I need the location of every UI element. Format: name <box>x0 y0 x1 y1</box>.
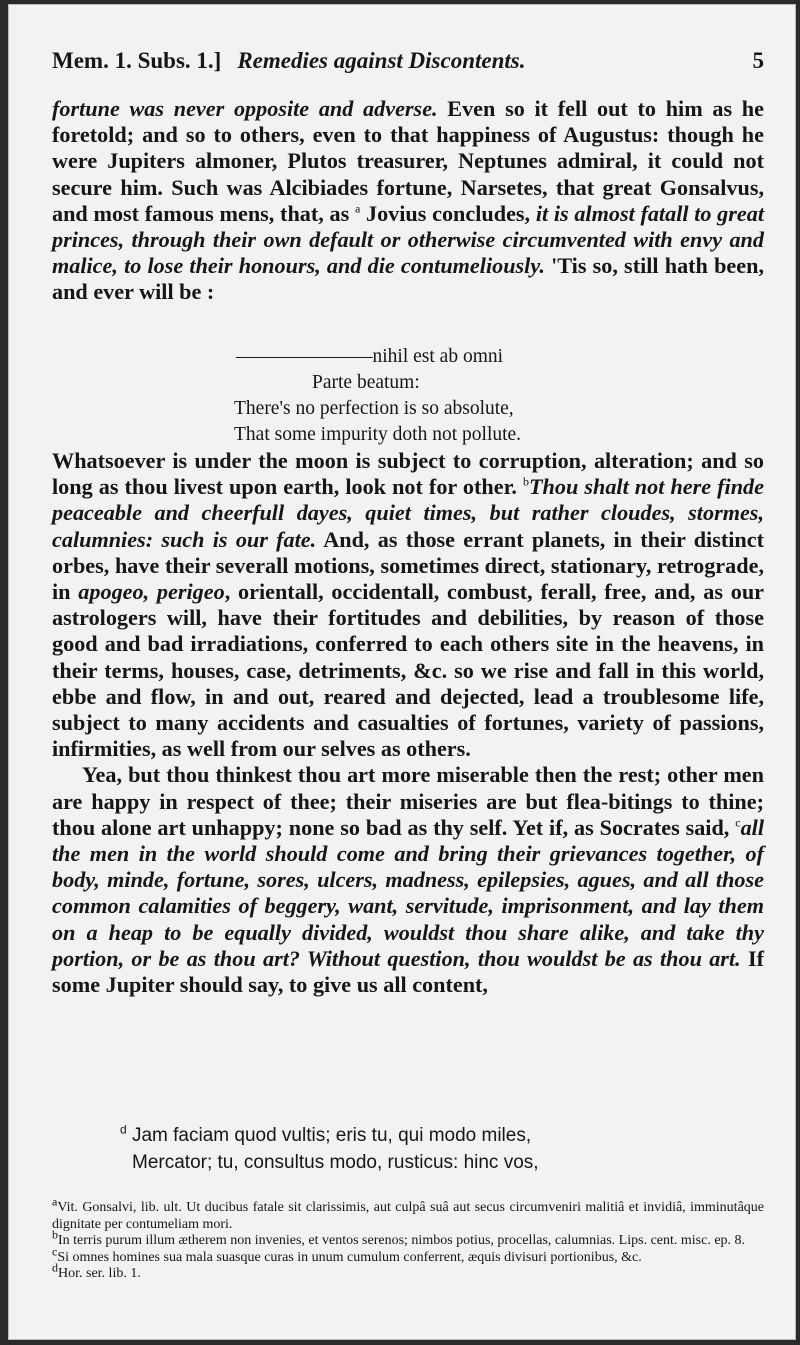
footnotes <box>52 1194 764 1283</box>
book-page <box>8 4 796 1340</box>
footnote-marker-b: b <box>522 474 529 489</box>
section-reference: Mem. 1. Subs. 1.] <box>52 48 222 73</box>
footnote-a: aVit. Gonsalvi, lib. ult. Ut ducibus fatale sit clarissimis, aut culpâ suâ aut secus circumveniri malitiâ et invidiâ, imminutâque dignitate per contumeliam mori. <box>52 1194 764 1232</box>
footnote-marker-a: a <box>354 201 361 216</box>
footnote-c: cSi omnes homines sua mala suasque curas in unum cumulum conferrent, æquis divisuri portionibus, &c. <box>52 1243 642 1265</box>
footnote-b: bIn terris purum illum ætherem non invenies, et ventos serenos; nimbos potius, procellas, calumnias. Lips. cent. misc. ep. 8. <box>52 1227 746 1248</box>
main-text <box>52 96 764 306</box>
page-number: 5 <box>752 48 764 73</box>
verse-line: $^d$ Jam faciam quod vultis; eris tu, qui modo miles, <box>120 1122 532 1146</box>
verse-line: Parte beatum: <box>312 372 420 393</box>
running-title: Remedies against Discontents. <box>237 48 526 73</box>
main-text-continued <box>52 448 764 998</box>
paragraph-3: Yea, but thou thinkest thou art more miserable then the rest; other men are happy in respect of thee; their miseries are but flea-bitings to thine; thou alone art unhappy; none so bad as thy self. Yet if, as Socrates said, $^c$all the men in the world should come and bring their grievances together, of body, minde, fortune, sores, ulcers, madness, epilepsies, agues, and all those common calamities of beggery, want, servitude, imprisonment, and lay them on a heap to be equally divided, wouldst thou share alike, and take thy portion, or be as thou art? Without question, thou wouldst be as thou art. If some Jupiter should say, to give us all content, <box>52 762 764 998</box>
verse-line: ———————nihil est ab omni <box>236 346 504 367</box>
italic-terms: apogeo, perigeo <box>78 579 225 605</box>
running-header <box>52 48 764 74</box>
footnote-marker-c: c <box>735 815 741 830</box>
paragraph-1: fortune was never opposite and adverse. Even so it fell out to him as he foretold; and so to others, even to that happiness of Augustus: though he were Jupiters almoner, Plutos treasurer, Neptunes admiral, it could not secure him. Such was Alcibiades fortune, Narsetes, that great Gonsalvus, and most famous mens, that, as $^a$ Jovius concludes, it is almost fatall to great princes, through their own default or otherwise circumvented with envy and malice, to lose their honours, and die contumeliously. 'Tis so, still hath been, and ever will be : <box>52 96 765 305</box>
italic-quote: Thou shalt not here finde peaceable and cheerfull dayes, quiet times, but rather cloudes, stormes, calumnies: such is our fate. <box>52 474 764 552</box>
verse-line: There's no perfection is so absolute, <box>234 398 514 419</box>
footnote-marker-d: d <box>120 1122 127 1137</box>
paragraph-2: Whatsoever is under the moon is subject to corruption, alteration; and so long as thou livest upon earth, look not for other. $^b$Thou shalt not here finde peaceable and cheerfull dayes, quiet times, but rather cloudes, stormes, calumnies: such is our fate. And, as those errant planets, in their distinct orbes, have their severall motions, sometimes direct, stationary, retrograde, in apogeo, perigeo, orientall, occidentall, combust, ferall, free, and, as our astrologers will, have their fortitudes and debilities, by reason of those good and bad irradiations, conferred to each others site in the heavens, in their terms, houses, case, detriments, &c. so we rise and fall in this world, ebbe and flow, in and out, reared and dejected, lead a troublesome life, subject to many accidents and casualties of fortunes, variety of passions, infirmities, as well from our selves as others. <box>52 448 765 762</box>
verse-quotation-1 <box>52 344 764 448</box>
verse-line: Mercator; tu, consultus modo, rusticus: hinc vos, <box>132 1152 539 1173</box>
jovius-quote: it is almost fatall to great princes, through their own default or otherwise circumvented with envy and malice, to lose their honours, and die contumeliously. <box>52 200 765 279</box>
footnote-d: dHor. ser. lib. 1. <box>52 1260 141 1281</box>
verse-quotation-2 <box>52 1122 764 1176</box>
socrates-quote: all the men in the world should come and bring their grievances together, of body, minde, fortune, sores, ulcers, madness, epilepsies, agues, and all those common calamities of beggery, want, servitude, imprisonment, and lay them on a heap to be equally divided, wouldst thou share alike, and take thy portion, or be as thou art? Without question, thou wouldst be as thou art. <box>52 814 764 971</box>
italic-phrase: fortune was never opposite and adverse. <box>52 96 438 121</box>
verse-line: That some impurity doth not pollute. <box>234 424 522 445</box>
